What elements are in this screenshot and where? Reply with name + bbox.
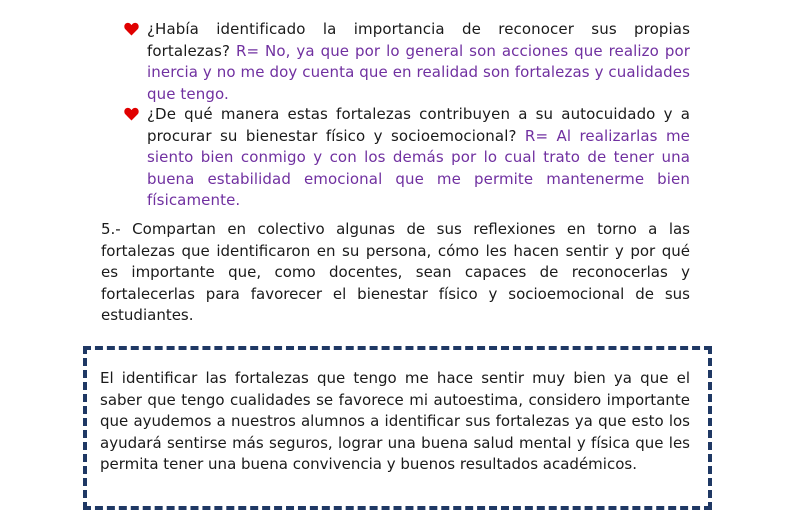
question-1: ¿Había identificado la importancia de reconocer sus propias fortalezas? (147, 20, 690, 60)
answer-2: R= Al realizarlas me siento bien conmigo y con los demás por lo cual trato de tener una buena estabilidad emocional que me permite mantenerme bien físicamente. (147, 126, 690, 210)
bullet-text-2 (147, 104, 690, 212)
bullet-text-1 (147, 19, 690, 105)
heart-icon (124, 22, 139, 36)
heart-icon (124, 107, 139, 121)
question-2: ¿De qué manera estas fortalezas contribuyen a su autocuidado y a procurar su bienestar físico y socioemocional? (147, 105, 690, 145)
instruction-paragraph: 5.- Compartan en colectivo algunas de sus reflexiones en torno a las fortalezas que identificaron en su persona, cómo les hacen sentir y por qué es importante que, como docentes, sean capaces de reconocerlas y fortalecerlas para favorecer el bienestar físico y socioemocional de sus estudiantes. (101, 220, 690, 325)
answer-1: R= No, ya que por lo general son acciones que realizo por inercia y no me doy cuenta que en realidad son fortalezas y cualidades que tengo. (147, 41, 690, 103)
bullet-item-1 (124, 19, 690, 105)
bullet-item-2 (124, 104, 690, 212)
reflection-text: El identificar las fortalezas que tengo me hace sentir muy bien ya que el saber que tengo cualidades se favorece mi autoestima, considero importante que ayudemos a nuestros alumnos a identificar sus fortalezas ya que esto los ayudará sentirse más seguros, lograr una buena salud mental y física que les permita tener una buena convivencia y buenos resultados académicos. (100, 369, 690, 474)
